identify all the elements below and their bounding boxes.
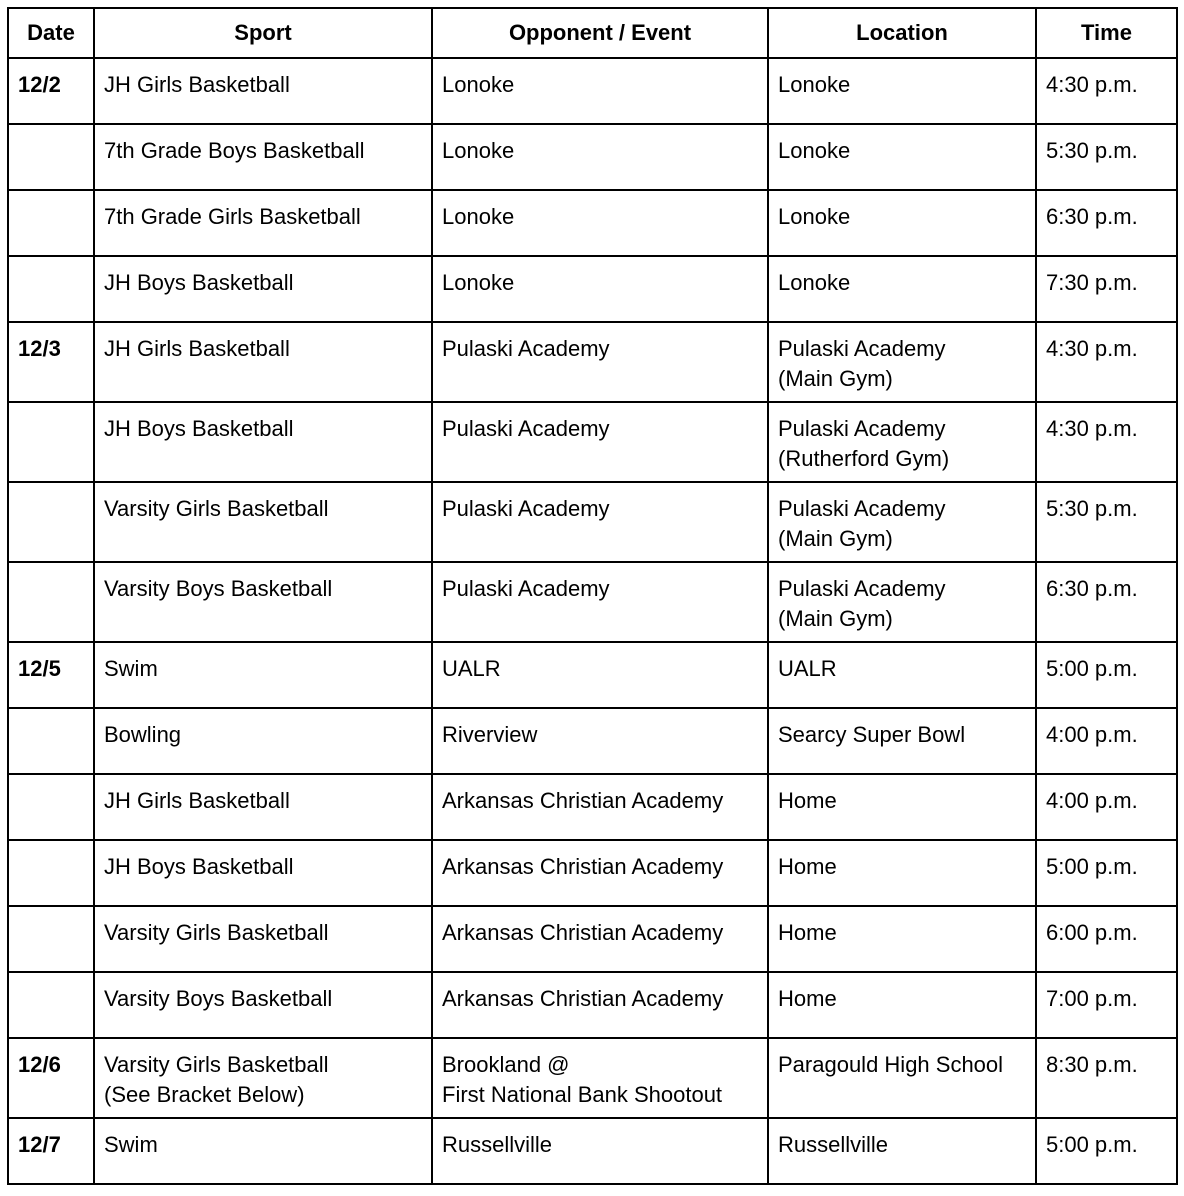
sport-cell-line: Varsity Girls Basketball — [104, 496, 329, 521]
time-cell: 7:30 p.m. — [1036, 256, 1177, 322]
location-cell-line: Home — [778, 920, 837, 945]
opponent-cell — [432, 906, 768, 972]
location-cell-line: Pulaski Academy — [778, 336, 946, 361]
sport-cell — [94, 708, 432, 774]
opponent-cell-line: Brookland @ — [442, 1052, 570, 1077]
time-cell: 5:30 p.m. — [1036, 482, 1177, 562]
opponent-cell-line: Lonoke — [442, 204, 515, 229]
header-row — [8, 8, 1177, 58]
location-cell-line: Paragould High School — [778, 1052, 1004, 1077]
opponent-cell-line: Lonoke — [442, 138, 515, 163]
table-row — [8, 256, 1177, 322]
opponent-cell-line: Pulaski Academy — [442, 416, 610, 441]
sport-cell-line: Bowling — [104, 722, 182, 747]
sport-cell — [94, 906, 432, 972]
sport-cell — [94, 562, 432, 642]
date-cell — [8, 840, 94, 906]
opponent-cell-line: Arkansas Christian Academy — [442, 986, 724, 1011]
location-cell-line: Home — [778, 986, 837, 1011]
table-row — [8, 1038, 1177, 1118]
date-cell: 12/5 — [8, 642, 94, 708]
opponent-cell-line: Russellville — [442, 1132, 553, 1157]
time-cell: 7:00 p.m. — [1036, 972, 1177, 1038]
location-cell-line: UALR — [778, 656, 837, 681]
opponent-cell — [432, 124, 768, 190]
sport-cell-line: JH Girls Basketball — [104, 788, 290, 813]
sport-cell-line: 7th Grade Girls Basketball — [104, 204, 361, 229]
schedule-body — [8, 58, 1177, 1184]
opponent-cell — [432, 322, 768, 402]
table-row — [8, 840, 1177, 906]
location-cell-line: Searcy Super Bowl — [778, 722, 966, 747]
date-cell: 12/2 — [8, 58, 94, 124]
opponent-cell-line: Arkansas Christian Academy — [442, 788, 724, 813]
opponent-cell — [432, 774, 768, 840]
table-row — [8, 124, 1177, 190]
location-cell — [768, 190, 1036, 256]
opponent-cell-line: Arkansas Christian Academy — [442, 920, 724, 945]
location-cell-line: Home — [778, 854, 837, 879]
sport-cell — [94, 402, 432, 482]
table-row — [8, 562, 1177, 642]
sport-cell — [94, 256, 432, 322]
location-cell-line: Home — [778, 788, 837, 813]
time-cell: 5:00 p.m. — [1036, 840, 1177, 906]
sport-cell — [94, 840, 432, 906]
location-cell — [768, 1038, 1036, 1118]
opponent-cell — [432, 190, 768, 256]
location-cell — [768, 1118, 1036, 1184]
opponent-cell — [432, 562, 768, 642]
opponent-cell — [432, 840, 768, 906]
header-sport: Sport — [94, 8, 432, 58]
opponent-cell-line: Pulaski Academy — [442, 576, 610, 601]
location-cell-line: Lonoke — [778, 204, 851, 229]
location-cell — [768, 482, 1036, 562]
schedule-table — [7, 7, 1178, 1185]
location-cell-line: (Rutherford Gym) — [778, 446, 950, 471]
date-cell — [8, 402, 94, 482]
opponent-cell — [432, 402, 768, 482]
opponent-cell — [432, 1038, 768, 1118]
location-cell — [768, 642, 1036, 708]
date-cell: 12/6 — [8, 1038, 94, 1118]
table-row — [8, 58, 1177, 124]
opponent-cell-line: Arkansas Christian Academy — [442, 854, 724, 879]
header-time: Time — [1036, 8, 1177, 58]
location-cell-line: Russellville — [778, 1132, 889, 1157]
location-cell — [768, 972, 1036, 1038]
table-row — [8, 906, 1177, 972]
location-cell — [768, 906, 1036, 972]
table-row — [8, 482, 1177, 562]
sport-cell-line: (See Bracket Below) — [104, 1082, 305, 1107]
table-row — [8, 322, 1177, 402]
header-date: Date — [8, 8, 94, 58]
time-cell: 4:30 p.m. — [1036, 58, 1177, 124]
sport-cell — [94, 58, 432, 124]
time-cell: 5:00 p.m. — [1036, 1118, 1177, 1184]
location-cell — [768, 774, 1036, 840]
location-cell-line: Pulaski Academy — [778, 576, 946, 601]
sport-cell-line: Varsity Girls Basketball — [104, 1052, 329, 1077]
table-row — [8, 1118, 1177, 1184]
date-cell: 12/7 — [8, 1118, 94, 1184]
opponent-cell-line: Riverview — [442, 722, 538, 747]
opponent-cell — [432, 708, 768, 774]
location-cell — [768, 562, 1036, 642]
sport-cell — [94, 322, 432, 402]
location-cell-line: Lonoke — [778, 138, 851, 163]
date-cell — [8, 482, 94, 562]
time-cell: 5:30 p.m. — [1036, 124, 1177, 190]
location-cell — [768, 58, 1036, 124]
time-cell: 4:30 p.m. — [1036, 402, 1177, 482]
sport-cell — [94, 1118, 432, 1184]
location-cell-line: (Main Gym) — [778, 606, 893, 631]
time-cell: 4:30 p.m. — [1036, 322, 1177, 402]
date-cell — [8, 774, 94, 840]
time-cell: 6:30 p.m. — [1036, 562, 1177, 642]
time-cell: 6:30 p.m. — [1036, 190, 1177, 256]
table-row — [8, 774, 1177, 840]
table-row — [8, 708, 1177, 774]
sport-cell-line: JH Boys Basketball — [104, 270, 294, 295]
sport-cell — [94, 642, 432, 708]
sport-cell-line: Varsity Boys Basketball — [104, 986, 333, 1011]
sport-cell-line: JH Boys Basketball — [104, 416, 294, 441]
opponent-cell-line: UALR — [442, 656, 501, 681]
sport-cell-line: JH Boys Basketball — [104, 854, 294, 879]
opponent-cell — [432, 256, 768, 322]
date-cell — [8, 708, 94, 774]
location-cell — [768, 322, 1036, 402]
opponent-cell-line: Lonoke — [442, 270, 515, 295]
time-cell: 4:00 p.m. — [1036, 774, 1177, 840]
date-cell — [8, 124, 94, 190]
sport-cell — [94, 1038, 432, 1118]
sport-cell-line: JH Girls Basketball — [104, 336, 290, 361]
date-cell — [8, 256, 94, 322]
opponent-cell-line: Pulaski Academy — [442, 496, 610, 521]
location-cell — [768, 708, 1036, 774]
location-cell — [768, 840, 1036, 906]
location-cell-line: Pulaski Academy — [778, 496, 946, 521]
sport-cell-line: Varsity Boys Basketball — [104, 576, 333, 601]
opponent-cell-line: Lonoke — [442, 72, 515, 97]
time-cell: 8:30 p.m. — [1036, 1038, 1177, 1118]
sport-cell-line: JH Girls Basketball — [104, 72, 290, 97]
opponent-cell — [432, 482, 768, 562]
location-cell-line: (Main Gym) — [778, 366, 893, 391]
table-row — [8, 972, 1177, 1038]
sport-cell-line: Varsity Girls Basketball — [104, 920, 329, 945]
date-cell — [8, 562, 94, 642]
sport-cell — [94, 774, 432, 840]
time-cell: 6:00 p.m. — [1036, 906, 1177, 972]
date-cell: 12/3 — [8, 322, 94, 402]
sport-cell — [94, 482, 432, 562]
sport-cell — [94, 124, 432, 190]
table-row — [8, 402, 1177, 482]
header-location: Location — [768, 8, 1036, 58]
sport-cell-line: Swim — [104, 656, 158, 681]
location-cell — [768, 256, 1036, 322]
opponent-cell-line: First National Bank Shootout — [442, 1082, 723, 1107]
opponent-cell — [432, 58, 768, 124]
header-opponent: Opponent / Event — [432, 8, 768, 58]
location-cell-line: Lonoke — [778, 72, 851, 97]
opponent-cell — [432, 1118, 768, 1184]
opponent-cell — [432, 972, 768, 1038]
date-cell — [8, 906, 94, 972]
location-cell-line: Pulaski Academy — [778, 416, 946, 441]
location-cell — [768, 402, 1036, 482]
sport-cell-line: 7th Grade Boys Basketball — [104, 138, 365, 163]
time-cell: 4:00 p.m. — [1036, 708, 1177, 774]
table-row — [8, 190, 1177, 256]
opponent-cell — [432, 642, 768, 708]
date-cell — [8, 190, 94, 256]
opponent-cell-line: Pulaski Academy — [442, 336, 610, 361]
date-cell — [8, 972, 94, 1038]
sport-cell — [94, 972, 432, 1038]
sport-cell-line: Swim — [104, 1132, 158, 1157]
table-row — [8, 642, 1177, 708]
location-cell-line: (Main Gym) — [778, 526, 893, 551]
time-cell: 5:00 p.m. — [1036, 642, 1177, 708]
location-cell-line: Lonoke — [778, 270, 851, 295]
location-cell — [768, 124, 1036, 190]
sport-cell — [94, 190, 432, 256]
